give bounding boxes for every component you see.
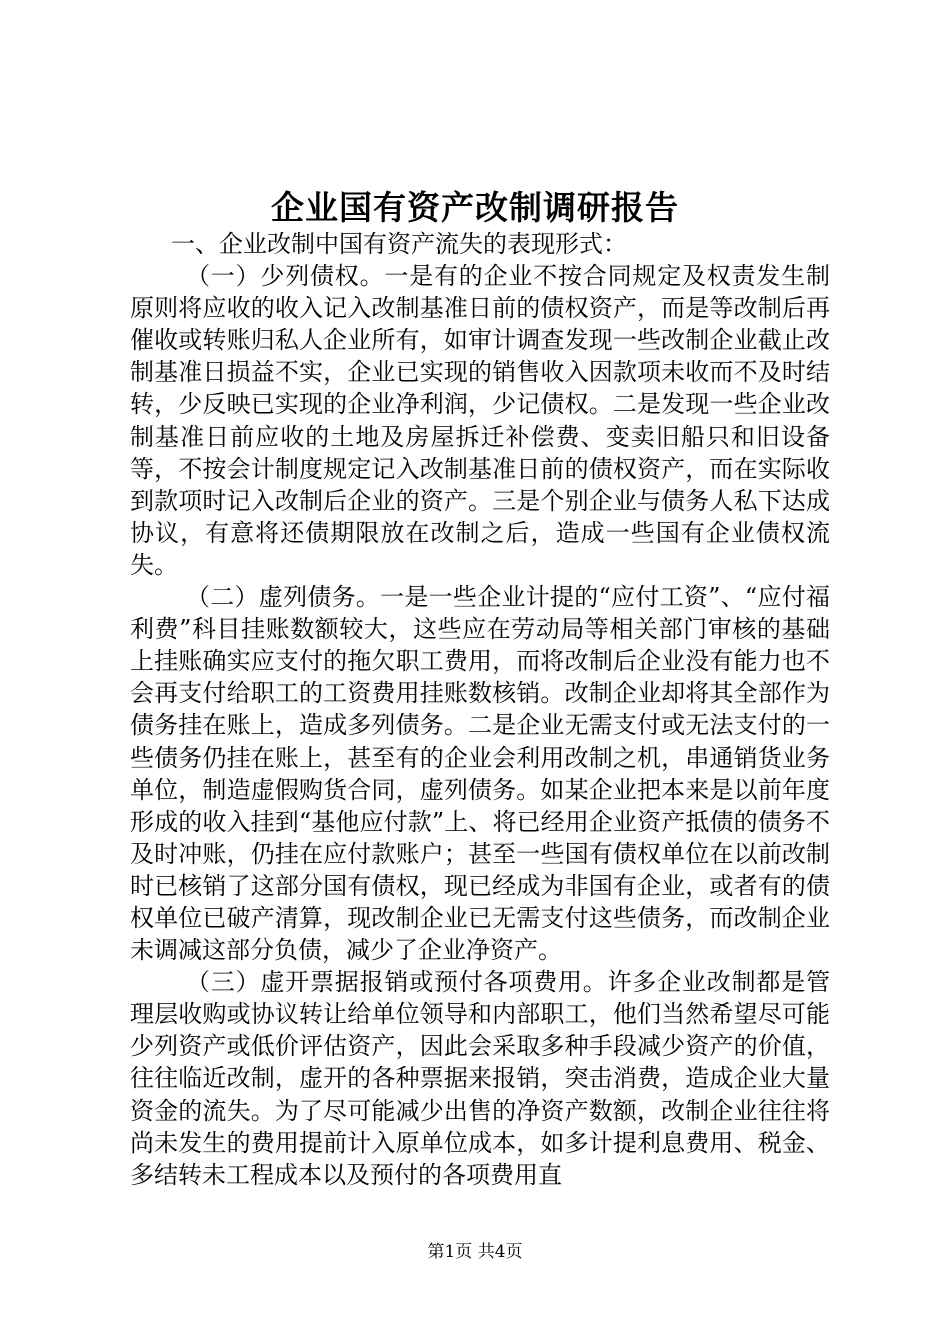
paragraph-false-invoices: （三）虚开票据报销或预付各项费用。许多企业改制都是管理层收购或协议转让给单位领导和内部职工，他们当然希望尽可能少列资产或低价评估资产，因此会采取多种手段减少资产的价值，往往临近改制，虚开的各种票据来报销，突击消费，造成企业大量资金的流失。为了尽可能减少出售的净资产数额，改制企业往往将尚未发生的费用提前计入原单位成本，如多计提利息费用、税金、多结转未工程成本以及预付的各项费用直	[130, 968, 830, 1189]
document-body	[130, 228, 830, 1191]
document-title: 企业国有资产改制调研报告	[271, 188, 679, 227]
paragraph-understated-claims: （一）少列债权。一是有的企业不按合同规定及权责发生制原则将应收的收入记入改制基准日前的债权资产，而是等改制后再催收或转账归私人企业所有，如审计调查发现一些改制企业截止改制基准日损益不实，企业已实现的销售收入因款项未收而不及时结转，少反映已实现的企业净利润，少记债权。二是发现一些企业改制基准日前应收的土地及房屋拆迁补偿费、变卖旧船只和旧设备等，不按会计制度规定记入改制基准日前的债权资产，而在实际收到款项时记入改制后企业的资产。三是个别企业与债务人私下达成协议，有意将还债期限放在改制之后，造成一些国有企业债权流失。	[130, 262, 830, 579]
paragraph-fictitious-debts: （二）虚列债务。一是一些企业计提的“应付工资”、“应付福利费”科目挂账数额较大，这些应在劳动局等相关部门审核的基础上挂账确实应支付的拖欠职工费用，而将改制后企业没有能力也不会再支付给职工的工资费用挂账数核销。改制企业却将其全部作为债务挂在账上，造成多列债务。二是企业无需支付或无法支付的一些债务仍挂在账上，甚至有的企业会利用改制之机，串通销货业务单位，制造虚假购货合同，虚列债务。如某企业把本来是以前年度形成的收入挂到“基他应付款”上、将已经用企业资产抵债的债务不及时冲账，仍挂在应付款账户；甚至一些国有债权单位在以前改制时已核销了这部分国有债权，现已经成为非国有企业，或者有的债权单位已破产清算，现改制企业已无需支付这些债务，而改制企业未调减这部分负债，减少了企业净资产。	[130, 583, 830, 965]
page-footer: 第1页 共4页	[427, 1242, 523, 1262]
section-heading: 一、企业改制中国有资产流失的表现形式：	[171, 230, 627, 258]
